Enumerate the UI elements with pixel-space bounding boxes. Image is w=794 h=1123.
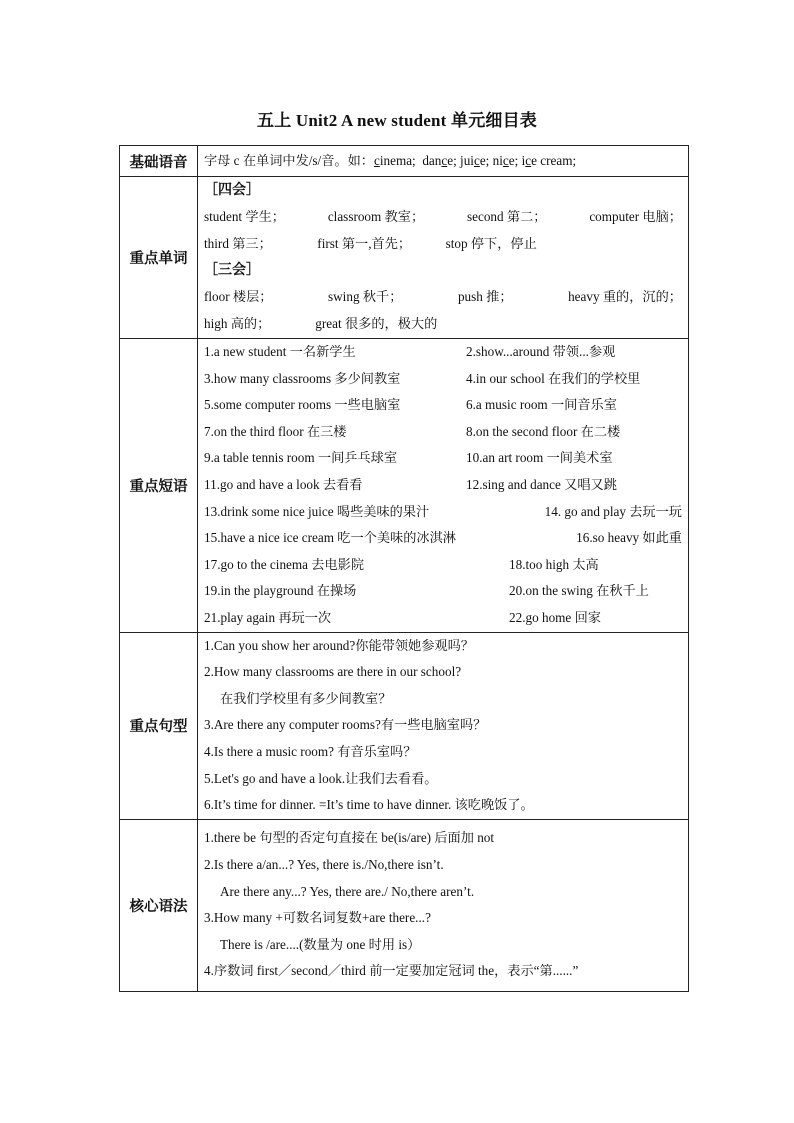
- phrase-item: 15.have a nice ice cream 吃一个美味的冰淇淋: [204, 530, 456, 546]
- grammar-line: 4.序数词 first／second／third 前一定要加定冠词 the，表示“第......”: [204, 963, 579, 979]
- phrase-item: 13.drink some nice juice 喝些美味的果汁: [204, 503, 430, 519]
- sentences-head: 重点句型: [120, 632, 198, 819]
- phrase-item: 10.an art room 一间美术室: [466, 450, 613, 466]
- grammar-line: There is /are....(数量为 one 时用 is）: [220, 936, 421, 952]
- sentence-line: 3.Are there any computer rooms?有一些电脑室吗？: [204, 717, 487, 733]
- phrase-line: [204, 366, 682, 393]
- word-item: stop 停下，停止: [445, 235, 537, 251]
- phonics-head: 基础语音: [120, 146, 198, 177]
- grammar-line: 3.How many +可数名词复数+are there...?: [204, 910, 431, 926]
- phrase-item: 4.in our school 在我们的学校里: [466, 370, 641, 386]
- three-skill-title: ［三会］: [204, 262, 260, 278]
- phrase-item: 20.on the swing 在秋千上: [509, 583, 649, 599]
- example-nice: nice;: [492, 152, 519, 168]
- sentence-line: 4.Is there a music room? 有音乐室吗？: [204, 743, 417, 759]
- phrase-item: 17.go to the cinema 去电影院: [204, 556, 365, 572]
- words-row: [120, 177, 689, 339]
- phrase-line: [204, 419, 682, 446]
- phrase-line: [204, 578, 682, 605]
- phonics-rule: 字母 c 在单词中发/s/音。如：: [204, 152, 374, 168]
- grammar-line: Are there any...? Yes, there are./ No,there aren’t.: [220, 883, 475, 899]
- word-item: heavy 重的，沉的；: [568, 289, 682, 305]
- sentence-line: 1.Can you show her around?你能带领她参观吗？: [204, 637, 474, 653]
- grammar-cell: [198, 819, 689, 991]
- sentence-line: 2.How many classrooms are there in our school?: [204, 664, 462, 680]
- words-line: [204, 204, 682, 231]
- words-head: 重点单词: [120, 177, 198, 339]
- phrase-item: 14. go and play 去玩一玩: [544, 503, 682, 519]
- phrase-line: [204, 392, 682, 419]
- phonics-cell: [198, 146, 689, 177]
- phrase-item: 12.sing and dance 又唱又跳: [466, 476, 617, 492]
- phrase-item: 3.how many classrooms 多少间教室: [204, 370, 401, 386]
- grammar-row: [120, 819, 689, 991]
- phrase-item: 7.on the third floor 在三楼: [204, 423, 347, 439]
- example-ice-cream: ice cream;: [521, 152, 577, 168]
- phrase-item: 9.a table tennis room 一间乒乓球室: [204, 450, 398, 466]
- word-item: push 推；: [457, 289, 513, 305]
- phonics-text: [204, 148, 682, 175]
- word-item: third 第三；: [204, 235, 272, 251]
- sentence-line: 在我们学校里有多少间教室？: [220, 690, 392, 706]
- word-item: classroom 教室；: [327, 209, 425, 225]
- sentence-line: 6.It’s time for dinner. =It’s time to have dinner. 该吃晚饭了。: [204, 797, 534, 813]
- phrase-line: [204, 339, 682, 366]
- example-dance: dance;: [422, 152, 457, 168]
- phrase-item: 8.on the second floor 在二楼: [466, 423, 621, 439]
- phrase-item: 5.some computer rooms 一些电脑室: [204, 397, 401, 413]
- word-item: second 第二；: [467, 209, 547, 225]
- phrase-item: 18.too high 太高: [509, 556, 599, 572]
- word-item: student 学生；: [204, 209, 285, 225]
- phrase-item: 21.play again 再玩一次: [204, 609, 332, 625]
- words-line: [204, 231, 682, 258]
- phrase-item: 16.so heavy 如此重: [576, 530, 682, 546]
- phrase-item: 22.go home 回家: [509, 609, 601, 625]
- sentences-cell: [198, 632, 689, 819]
- words-cell: [198, 177, 689, 339]
- phrase-item: 1.a new student 一名新学生: [204, 344, 356, 359]
- document-title: 五上 Unit2 A new student 单元细目表: [257, 111, 537, 130]
- phrase-line: [204, 525, 682, 552]
- phrases-row: [120, 339, 689, 633]
- words-line: [204, 284, 682, 311]
- phrase-item: 11.go and have a look 去看看: [204, 476, 363, 492]
- four-skill-title: ［四会］: [204, 182, 260, 198]
- example-cinema: cinema;: [373, 152, 416, 168]
- phrase-item: 2.show...around 带领...参观: [466, 344, 616, 359]
- word-item: first 第一,首先；: [317, 235, 412, 251]
- word-item: computer 电脑；: [589, 209, 682, 225]
- unit-detail-table: [119, 145, 689, 992]
- phrase-line: [204, 445, 682, 472]
- phrases-cell: [198, 339, 689, 633]
- grammar-head: 核心语法: [120, 819, 198, 991]
- phrase-line: [204, 499, 682, 526]
- phrase-item: 6.a music room 一间音乐室: [466, 397, 617, 413]
- phrases-head: 重点短语: [120, 339, 198, 633]
- sentence-line: 5.Let's go and have a look.让我们去看看。: [204, 770, 438, 786]
- phonics-row: [120, 146, 689, 177]
- phrase-line: [204, 605, 682, 632]
- word-item: high 高的；: [204, 315, 271, 331]
- grammar-line: 2.Is there a/an...? Yes, there is./No,there isn’t.: [204, 857, 444, 872]
- sentences-row: [120, 632, 689, 819]
- word-item: great 很多的，极大的: [315, 315, 438, 331]
- example-juice: juice;: [460, 152, 490, 168]
- grammar-line: 1.there be 句型的否定句直接在 be(is/are) 后面加 not: [204, 830, 495, 846]
- word-item: floor 楼层；: [204, 289, 273, 305]
- phrase-line: [204, 472, 682, 499]
- word-item: swing 秋千；: [328, 289, 403, 305]
- words-line: [204, 311, 682, 338]
- phrase-item: 19.in the playground 在操场: [204, 583, 357, 599]
- phrase-line: [204, 552, 682, 579]
